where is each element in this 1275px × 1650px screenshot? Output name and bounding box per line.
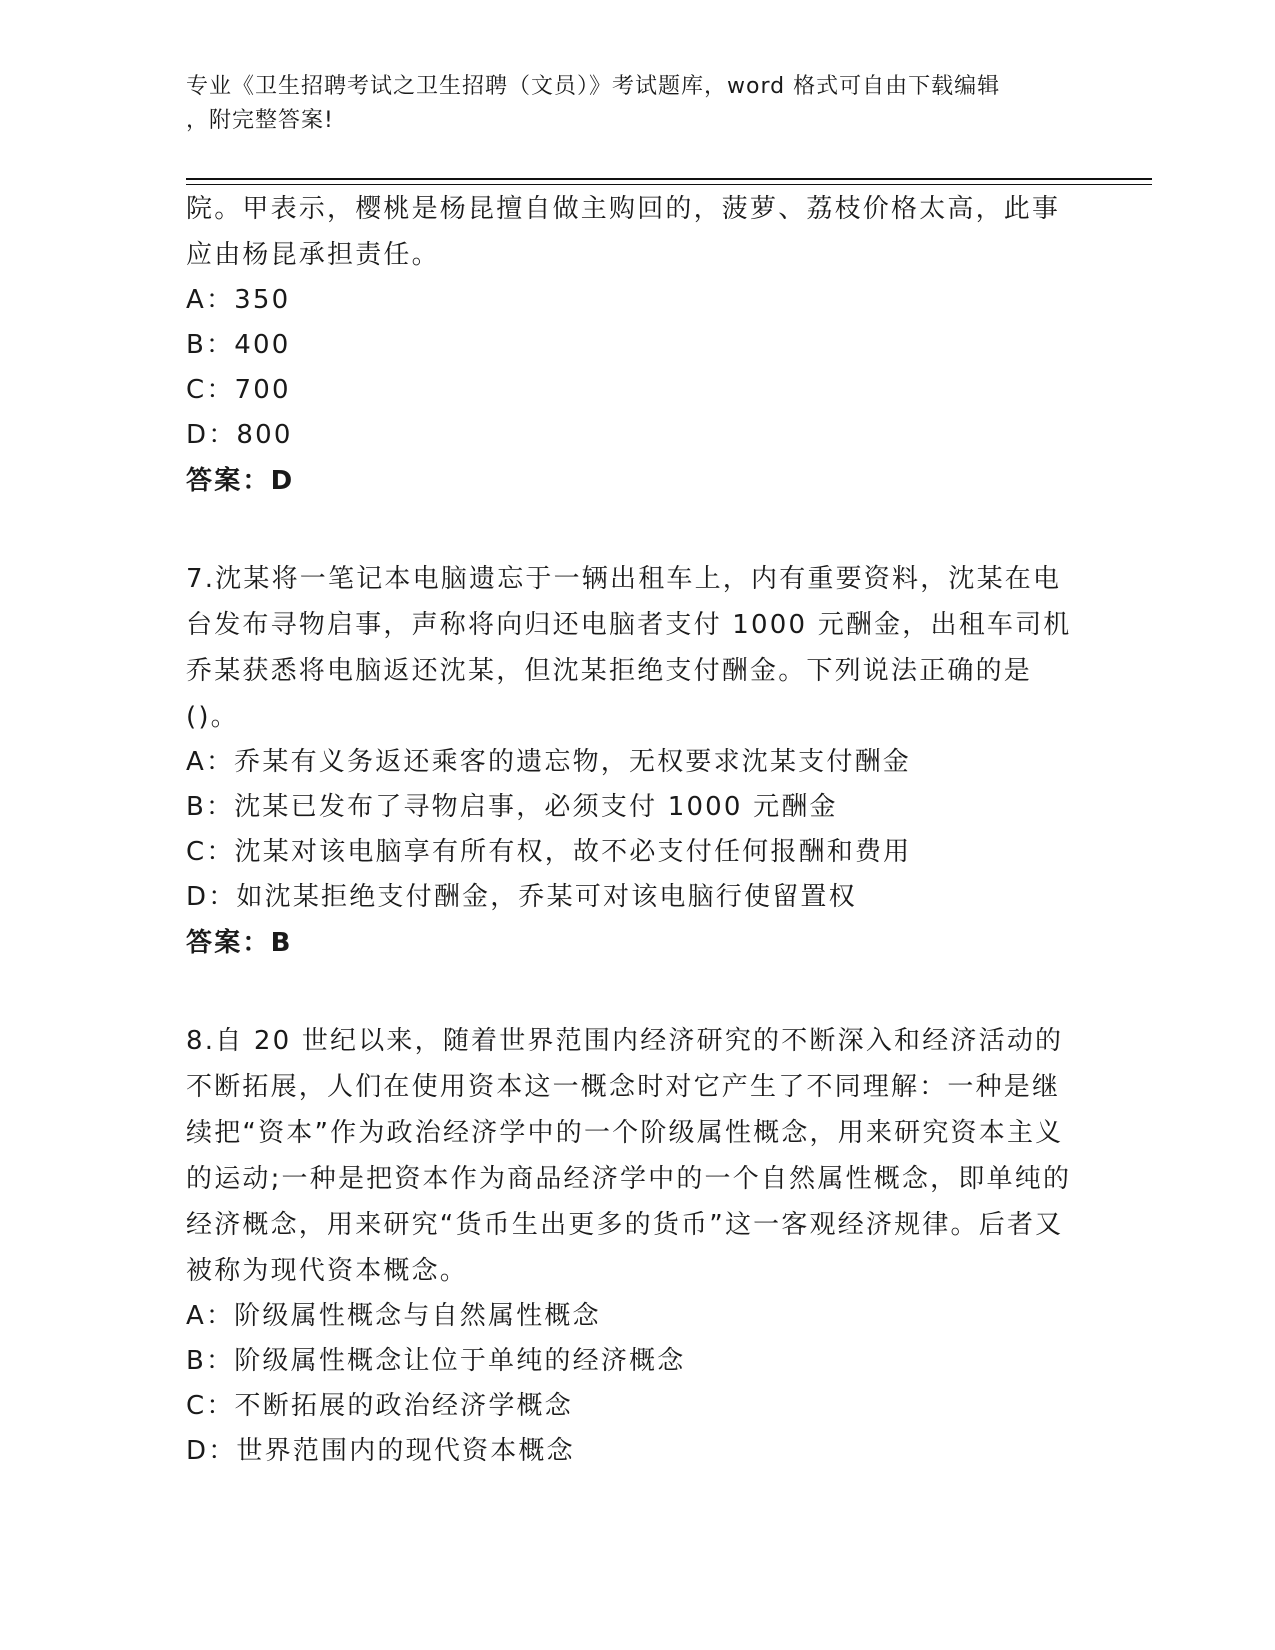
header-line-2: ，附完整答案! (186, 108, 334, 133)
question-7-option-d: D：如沈某拒绝支付酬金，乔某可对该电脑行使留置权 (186, 882, 857, 912)
question-7-option-a: A：乔某有义务返还乘客的遗忘物，无权要求沈某支付酬金 (186, 747, 911, 777)
question-7-answer: 答案：B (186, 928, 293, 958)
question-8-option-c: C：不断拓展的政治经济学概念 (186, 1391, 573, 1421)
header-line-1: 专业《卫生招聘考试之卫生招聘（文员）》考试题库，word 格式可自由下载编辑 (186, 74, 1001, 99)
question-8 (186, 1018, 1076, 1474)
spacer (186, 504, 1076, 556)
header-divider-thick (186, 178, 1152, 180)
spacer (186, 966, 1076, 1018)
question-8-option-b: B：阶级属性概念让位于单纯的经济概念 (186, 1346, 686, 1376)
question-6-option-b: B：400 (186, 330, 291, 360)
question-6-option-c: C：700 (186, 375, 291, 405)
question-6-text: 院。甲表示，樱桃是杨昆擅自做主购回的，菠萝、荔枝价格太高，此事应由杨昆承担责任。 (186, 194, 1061, 270)
question-6 (186, 186, 1076, 504)
question-8-text: 8.自 20 世纪以来，随着世界范围内经济研究的不断深入和经济活动的不断拓展，人们在使用资本这一概念时对它产生了不同理解：一种是继续把“资本”作为政治经济学中的一个阶级属性概念，用来研究资本主义的运动;一种是把资本作为商品经济学中的一个自然属性概念，即单纯的经济概念，用来研究“货币生出更多的货币”这一客观经济规律。后者又被称为现代资本概念。 (186, 1026, 1072, 1286)
question-6-answer: 答案：D (186, 466, 295, 496)
question-6-option-d: D：800 (186, 420, 293, 450)
question-7-option-c: C：沈某对该电脑享有所有权，故不必支付任何报酬和费用 (186, 837, 912, 867)
question-8-option-a: A：阶级属性概念与自然属性概念 (186, 1301, 601, 1331)
document-body (186, 186, 1076, 1474)
question-7-option-b: B：沈某已发布了寻物启事，必须支付 1000 元酬金 (186, 792, 838, 822)
question-7 (186, 556, 1076, 966)
header-divider-thin (186, 184, 1152, 185)
question-6-option-a: A：350 (186, 285, 291, 315)
question-8-option-d: D：世界范围内的现代资本概念 (186, 1436, 575, 1466)
question-7-text: 7.沈某将一笔记本电脑遗忘于一辆出租车上，内有重要资料，沈某在电台发布寻物启事，声称将向归还电脑者支付 1000 元酬金，出租车司机乔某获悉将电脑返还沈某，但沈某拒绝支付酬金。下列说法正确的是()。 (186, 564, 1072, 732)
document-header (186, 70, 1066, 138)
